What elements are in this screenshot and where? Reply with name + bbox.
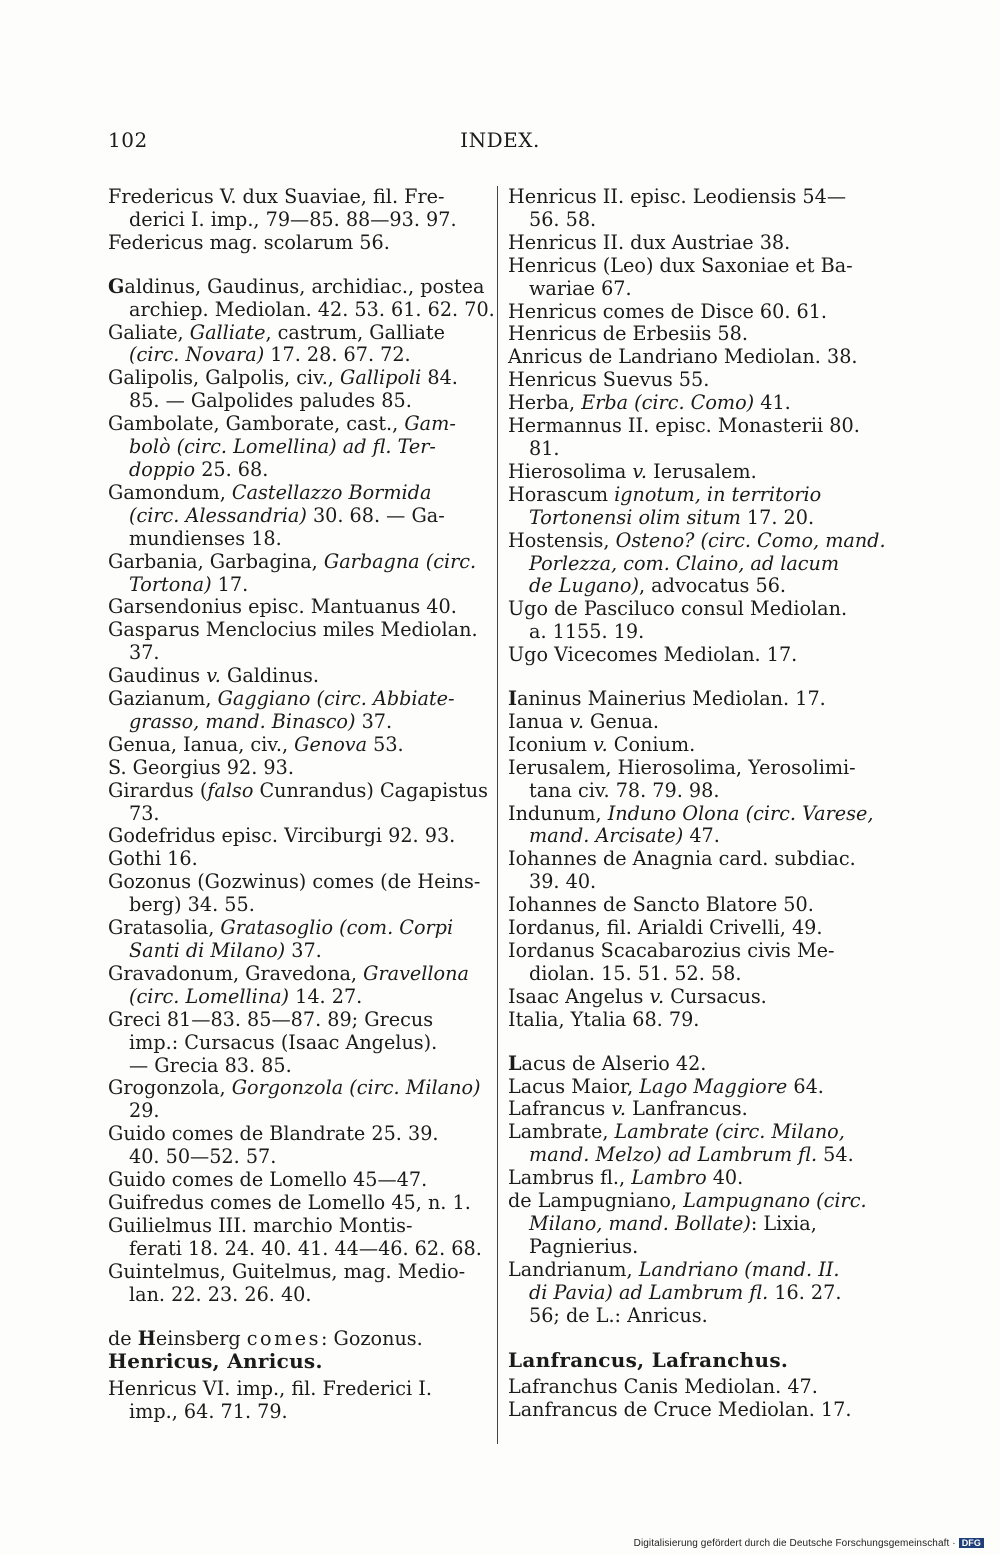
entry-line: Hostensis, Osteno? (circ. Como, mand. [508,528,886,552]
entry-line: Ierusalem, Hierosolima, Yerosolimi- [508,755,856,779]
entry-line: 85. — Galpolides paludes 85. [129,389,412,413]
index-entry [508,1076,886,1099]
entry-line: 73. [129,801,160,825]
entry-line: Hierosolima v. Ierusalem. [508,459,757,483]
entry-line: grasso, mand. Binasco) 37. [129,709,393,733]
entry-line: Henricus Suevus 55. [508,368,710,392]
index-entry [508,392,886,415]
entry-line: mand. Melzo) ad Lambrum fl. 54. [529,1143,854,1167]
entry-line: Gambolate, Gamborate, cast., Gam- [108,412,456,436]
index-entry [108,825,486,848]
index-entry [508,803,886,849]
entry-line: wariae 67. [529,276,632,300]
entry-line: Isaac Angelus v. Cursacus. [508,984,767,1008]
entry-line: Lanfrancus, Lafranchus. [508,1347,789,1372]
entry-line: lan. 22. 23. 26. 40. [129,1282,312,1306]
entry-line: Gamondum, Castellazzo Bormida [108,480,432,504]
entry-line: Greci 81—83. 85—87. 89; Grecus [108,1007,434,1031]
index-entry [508,917,886,940]
entry-line: Iohannes de Anagnia card. subdiac. [508,847,856,871]
index-entry [108,665,486,688]
running-title: INDEX. [460,128,540,152]
entry-line: Henricus, Anricus. [108,1349,323,1374]
index-entry [108,413,486,482]
index-entry [108,274,495,322]
index-entry [108,1192,486,1215]
entry-line: Genua, Ianua, civ., Genova 53. [108,732,404,756]
index-entry [508,848,886,894]
entry-line: S. Georgius 92. 93. [108,755,294,779]
entry-line: Horascum ignotum, in territorio [508,482,822,506]
entry-line: bolò (circ. Lomellina) ad fl. Ter- [129,435,436,459]
entry-line: Garsendonius episc. Mantuanus 40. [108,595,457,619]
index-entry [108,1328,486,1351]
entry-line: Gothi 16. [108,847,198,871]
entry-line: Fredericus V. dux Suaviae, fil. Fre- [108,185,445,208]
entry-line: Tortonensi olim situm 17. 20. [529,505,815,529]
section-gap [108,1307,486,1328]
index-entry [108,780,486,826]
entry-line: Henricus de Erbesiis 58. [508,322,748,346]
entry-line: mundienses 18. [129,526,282,550]
index-entry [108,963,486,1009]
index-entry [508,734,886,757]
entry-line: Garbania, Garbagina, Garbagna (circ. [108,549,477,573]
dfg-logo: DFG [959,1538,984,1548]
entry-line: 56; de L.: Anricus. [529,1303,708,1327]
entry-line: Henricus VI. imp., fil. Frederici I. [108,1377,432,1401]
entry-line: Guifredus comes de Lomello 45, n. 1. [108,1190,471,1214]
entry-line: Porlezza, com. Claino, ad lacum [529,551,840,575]
page-number: 102 [108,128,148,152]
index-entry [108,1215,486,1261]
index-entry [508,1190,886,1259]
index-entry [508,711,886,734]
entry-line: Federicus mag. scolarum 56. [108,230,390,254]
index-entry [508,301,886,324]
index-entry [508,644,886,667]
section-gap [508,667,886,688]
entry-line: tana civ. 78. 79. 98. [529,778,720,802]
entry-line: Guido comes de Blandrate 25. 39. [108,1122,439,1146]
index-group-heading [508,1349,886,1372]
index-entry [108,596,486,619]
index-entry [508,986,886,1009]
entry-line: Iconium v. Conium. [508,732,696,756]
index-entry [508,186,886,232]
entry-line: Iohannes de Sancto Blatore 50. [508,893,814,917]
entry-line: archiep. Mediolan. 42. 53. 61. 62. 70. [129,297,495,321]
index-entry [108,367,486,413]
entry-line: Gravadonum, Gravedona, Gravellona [108,961,469,985]
entry-line: Indunum, Induno Olona (circ. Varese, [508,801,874,825]
index-entry [108,1169,486,1192]
index-entry [508,1167,886,1190]
digitization-credit [634,1538,984,1549]
index-entry [108,186,486,232]
entry-line: imp., 64. 71. 79. [129,1400,288,1424]
entry-line: Ianinus Mainerius Mediolan. 17. [508,687,826,711]
index-entry [508,1009,886,1032]
entry-line: berg) 34. 55. [129,893,255,917]
entry-line: de Heinsberg comes: Gozonus. [108,1326,423,1350]
entry-line: Godefridus episc. Virciburgi 92. 93. [108,824,456,848]
entry-line: Grogonzola, Gorgonzola (circ. Milano) [108,1076,481,1100]
index-entry [508,688,886,711]
entry-line: Lafranchus Canis Mediolan. 47. [508,1375,818,1399]
entry-line: (circ. Lomellina) 14. 27. [129,984,363,1008]
entry-line: Henricus II. episc. Leodiensis 54— [508,185,847,208]
index-entry [508,1399,886,1422]
entry-line: Gaudinus v. Galdinus. [108,664,319,688]
index-entry [108,1077,486,1123]
credit-text: Digitalisierung gefördert durch die Deutsche Forschungsgemeinschaft · [633,1538,956,1549]
entry-line: Lafrancus v. Lanfrancus. [508,1097,748,1121]
entry-line: 81. [529,436,560,460]
index-entry [108,734,486,757]
entry-line: Girardus (falso Cunrandus) Cagapistus [108,778,488,802]
entry-line: Anricus de Landriano Mediolan. 38. [508,345,858,369]
index-entry [508,369,886,392]
index-entry [108,1123,486,1169]
entry-line: Henricus II. dux Austriae 38. [508,230,791,254]
index-entry [508,415,886,461]
entry-line: Guilielmus III. marchio Montis- [108,1213,413,1237]
entry-line: (circ. Alessandria) 30. 68. — Ga- [129,503,445,527]
index-entry [508,461,886,484]
index-entry [108,551,486,597]
entry-line: Herba, Erba (circ. Como) 41. [508,391,791,415]
entry-line: Ianua v. Genua. [508,709,659,733]
entry-line: di Pavia) ad Lambrum fl. 16. 27. [529,1280,842,1304]
index-column-right [508,186,886,1422]
index-entry [508,1376,886,1399]
entry-line: Gratasolia, Gratasoglio (com. Corpi [108,916,454,940]
entry-line: Hermannus II. episc. Monasterii 80. [508,414,860,438]
entry-line: Gozonus (Gozwinus) comes (de Heins- [108,870,481,894]
entry-line: de Lampugniano, Lampugnano (circ. [508,1189,867,1213]
index-entry [508,940,886,986]
index-entry [508,757,886,803]
entry-line: Galiate, Galliate, castrum, Galliate [108,320,445,344]
entry-line: Galdinus, Gaudinus, archidiac., postea [108,274,485,298]
entry-line: 39. 40. [529,870,597,894]
entry-line: Lanfrancus de Cruce Mediolan. 17. [508,1398,852,1422]
index-entry [108,482,486,551]
section-gap [508,1032,886,1053]
entry-line: derici I. imp., 79—85. 88—93. 97. [129,207,457,231]
entry-line: 37. [129,641,160,665]
entry-line: 40. 50—52. 57. [129,1145,277,1169]
entry-line: Lacus Maior, Lago Maggiore 64. [508,1074,824,1098]
entry-line: mand. Arcisate) 47. [529,824,720,848]
index-entry [108,688,486,734]
index-entry [108,322,486,368]
index-entry [108,1378,486,1424]
entry-line: 29. [129,1099,160,1123]
entry-line: diolan. 15. 51. 52. 58. [529,961,742,985]
column-divider [497,186,498,1444]
index-entry [508,1121,886,1167]
entry-line: imp.: Cursacus (Isaac Angelus). [129,1030,438,1054]
entry-line: doppio 25. 68. [129,457,269,481]
index-entry [108,757,486,780]
entry-line: Henricus (Leo) dux Saxoniae et Ba- [508,253,853,277]
entry-line: 56. 58. [529,207,597,231]
entry-line: Gazianum, Gaggiano (circ. Abbiate- [108,687,455,711]
entry-line: — Grecia 83. 85. [129,1053,292,1077]
index-entry [108,1009,486,1078]
entry-line: Guido comes de Lomello 45—47. [108,1168,428,1192]
entry-line: Lambrate, Lambrate (circ. Milano, [508,1120,845,1144]
entry-line: Galipolis, Galpolis, civ., Gallipoli 84. [108,366,458,390]
entry-line: Landrianum, Landriano (mand. II. [508,1257,840,1281]
index-entry [508,894,886,917]
section-gap [508,1328,886,1349]
entry-line: a. 1155. 19. [529,620,645,644]
entry-line: (circ. Novara) 17. 28. 67. 72. [129,343,411,367]
entry-line: Ugo de Pasciluco consul Mediolan. [508,597,848,621]
entry-line: Iordanus Scacabarozius civis Me- [508,939,835,962]
index-entry [508,232,886,255]
index-entry [508,1053,886,1076]
index-entry [108,871,486,917]
index-entry [508,255,886,301]
section-gap [108,255,486,276]
index-entry [508,1259,886,1328]
entry-line: Ugo Vicecomes Mediolan. 17. [508,643,798,667]
entry-line: Tortona) 17. [129,572,249,596]
entry-line: Italia, Ytalia 68. 79. [508,1007,700,1031]
index-entry [508,1098,886,1121]
entry-line: Gasparus Menclocius miles Mediolan. [108,618,478,642]
index-entry [108,917,486,963]
index-entry [108,232,486,255]
index-entry [508,598,886,644]
entry-line: Guintelmus, Guitelmus, mag. Medio- [108,1259,466,1283]
index-entry [508,484,886,530]
entry-line: Lambrus fl., Lambro 40. [508,1166,744,1190]
entry-line: Milano, mand. Bollate): Lixia, [529,1211,817,1235]
index-entry [108,619,486,665]
entry-line: Santi di Milano) 37. [129,939,322,962]
entry-line: Henricus comes de Disce 60. 61. [508,299,828,323]
entry-line: Pagnierius. [529,1234,639,1258]
index-entry [508,530,886,599]
index-column-left [108,185,495,1424]
index-entry [108,848,486,871]
index-entry [508,346,886,369]
entry-line: Lacus de Alserio 42. [508,1051,707,1075]
index-entry [508,323,886,346]
index-entry [108,1261,486,1307]
entry-line: Iordanus, fil. Arialdi Crivelli, 49. [508,916,823,940]
entry-line: de Lugano), advocatus 56. [529,574,786,598]
index-group-heading [108,1350,486,1373]
entry-line: ferati 18. 24. 40. 41. 44—46. 62. 68. [129,1236,482,1260]
